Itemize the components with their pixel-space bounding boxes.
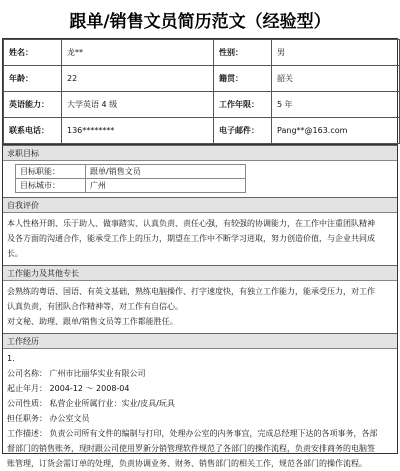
skills-text [3,281,397,333]
company-nature: 公司性质： 私营企业所属行业：实业/皮具/玩具 [7,399,175,408]
self-evaluation-line: 本人性格开朗、乐于助人、做事踏实、认真负责、责任心强，有较强的协调能力，在工作中注重团队精神 [7,219,375,228]
target-city-value: 广州 [86,179,246,193]
personal-info-section [3,39,397,145]
english-value: 大学英语 4 级 [62,92,214,118]
experience-section [3,349,397,471]
info-row-age-hometown [4,66,400,92]
email-value: Pang**@163.com [272,118,400,144]
target-city-label: 目标城市： [16,179,86,193]
self-evaluation-text [3,213,397,265]
hometown-label: 籍贯： [214,66,272,92]
hometown-value: 韶关 [272,66,400,92]
info-row-english-years [4,92,400,118]
job-description-line: 账管理，订货会需订单的处理，负责协调业务、财务、销售部门的相关工作，规范各部门的操作流程。 [7,459,367,468]
objective-table [15,164,246,193]
gender-value: 男 [272,40,400,66]
target-position-value: 跟单/销售文员 [86,165,246,179]
phone-value: 136******** [62,118,214,144]
name-value: 龙** [62,40,214,66]
experience-index: 1. [7,354,15,363]
skills-line: 会熟练的粤语、国语、有英文基础，熟练电脑操作、打字速度快，有独立工作能力，能承受压力，对工作 [7,287,375,296]
age-label: 年龄： [4,66,62,92]
info-row-name-gender [4,40,400,66]
personal-info-table [3,39,400,144]
objective-row-position [16,165,246,179]
job-description-line: 督部门的销售账务，现时跟公司使用罗新分销管理软件规范了各部门的操作流程，负责安排商务的电脑签 [7,444,375,453]
employment-period: 起止年月： 2004-12 ～ 2008-04 [7,384,130,393]
work-years-label: 工作年限： [214,92,272,118]
target-position-label: 目标职能： [16,165,86,179]
experience-heading: 工作经历 [3,333,397,349]
email-label: 电子邮件： [214,118,272,144]
resume-sheet [2,38,398,468]
skills-line: 认真负责，有团队合作精神等，对工作有自信心。 [7,302,183,311]
self-evaluation-heading: 自我评价 [3,197,397,213]
job-title: 担任职务： 办公室文员 [7,414,90,423]
objective-row-city [16,179,246,193]
work-years-value: 5 年 [272,92,400,118]
name-label: 姓名： [4,40,62,66]
self-evaluation-line: 长。 [7,249,23,258]
english-label: 英语能力： [4,92,62,118]
job-description-line: 工作描述： 负责公司所有文件的编制与打印，处理办公室的内务事宜，完成总经理下达的各项事务，各部 [7,429,378,438]
document-title: 跟单/销售文员简历范文（经验型） [69,11,331,32]
age-value: 22 [62,66,214,92]
skills-line: 对文秘、助理、跟单/销售文员等工作都能胜任。 [7,317,178,326]
objective-heading: 求职目标 [3,145,397,161]
company-name: 公司名称： 广州市比丽华实业有限公司 [7,369,146,378]
phone-label: 联系电话： [4,118,62,144]
self-evaluation-line: 及各方面的沟通合作，能承受工作上的压力，期望在工作中不断学习进取，努力创造价值，与企业共同成 [7,234,375,243]
objective-section [3,161,397,197]
gender-label: 性别： [214,40,272,66]
skills-heading: 工作能力及其他专长 [3,265,397,281]
info-row-phone-email [4,118,400,144]
